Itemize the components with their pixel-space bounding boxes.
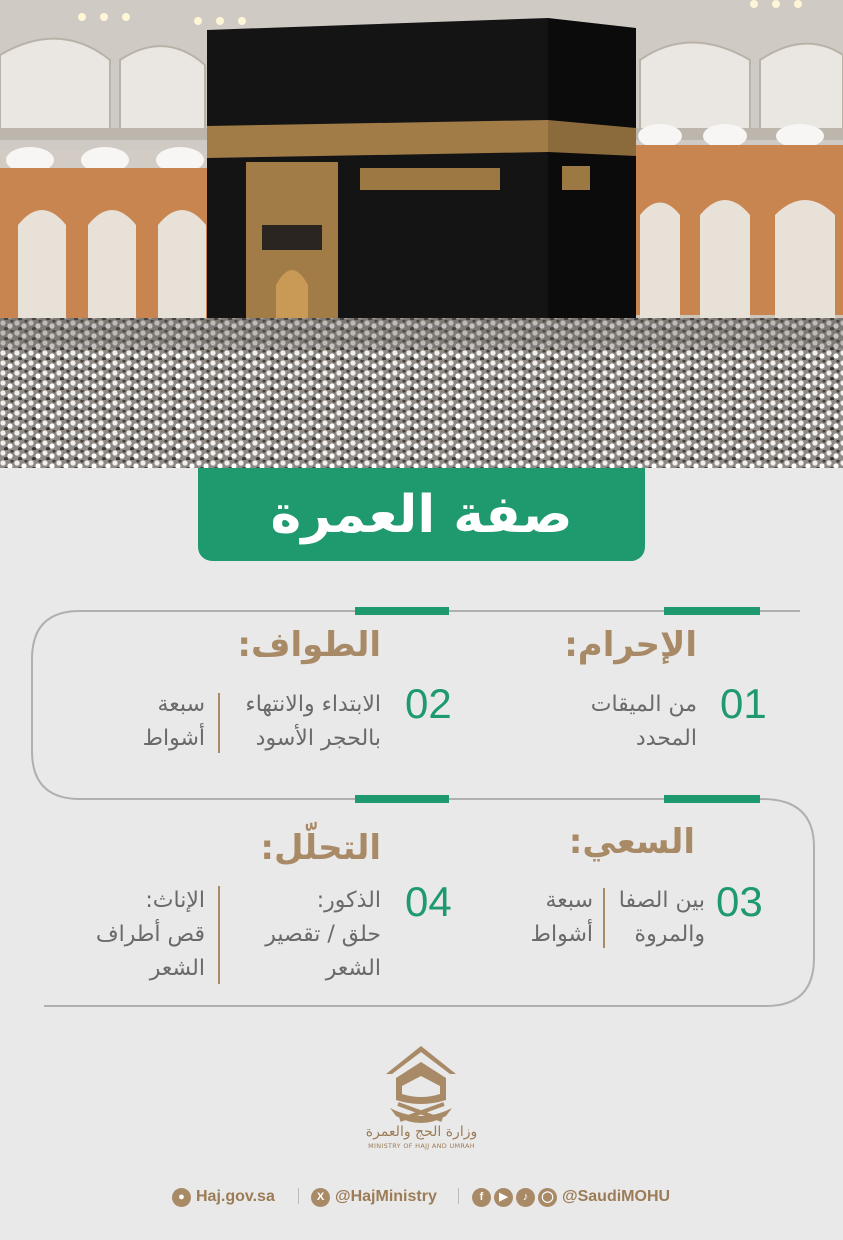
logo-name-arabic: وزارة الحج والعمرة <box>365 1124 478 1140</box>
globe-icon: ● <box>172 1188 191 1207</box>
step-04-text-left: الذكور: حلق / تقصير الشعر <box>265 888 381 981</box>
page-title: صفة العمرة <box>270 484 573 545</box>
footer-separator <box>458 1188 459 1204</box>
accent-bar <box>664 607 760 615</box>
x-icon: X <box>311 1188 330 1207</box>
tiktok-icon[interactable]: ♪ <box>516 1188 535 1207</box>
step-02-text-right: سبعة أشواط <box>142 692 205 751</box>
divider <box>218 886 220 984</box>
instagram-icon[interactable]: ◯ <box>538 1188 557 1207</box>
footer-social-handle[interactable]: f ▶ ♪ ◯ @SaudiMOHU <box>472 1182 670 1212</box>
youtube-icon[interactable]: ▶ <box>494 1188 513 1207</box>
step-01-text: من الميقات المحدد <box>590 692 697 751</box>
divider <box>218 693 220 753</box>
accent-bar <box>664 795 760 803</box>
accent-bar <box>355 607 449 615</box>
step-01-heading: الإحرام: <box>564 625 697 665</box>
step-03-text-left: بين الصفا والمروة <box>618 888 705 947</box>
footer-separator <box>298 1188 299 1204</box>
step-02-text-left: الابتداء والانتهاء بالحجر الأسود <box>245 692 381 751</box>
step-03-text-right: سبعة أشواط <box>530 888 593 947</box>
facebook-icon[interactable]: f <box>472 1188 491 1207</box>
step-02-number: 02 <box>405 680 452 727</box>
step-01-number: 01 <box>720 680 767 727</box>
step-04-heading: التحلّل: <box>260 828 381 868</box>
step-02-heading: الطواف: <box>237 625 381 665</box>
step-03-number: 03 <box>716 878 763 925</box>
footer-x-handle[interactable]: X @HajMinistry <box>311 1182 437 1212</box>
accent-bar <box>355 795 449 803</box>
step-03-heading: السعي: <box>568 822 695 862</box>
step-04-number: 04 <box>405 878 452 925</box>
divider <box>603 888 605 948</box>
footer-website[interactable]: ● Haj.gov.sa <box>172 1182 275 1212</box>
step-04-text-right: الإناث: قص أطراف الشعر <box>95 888 205 981</box>
logo-name-english: MINISTRY OF HAJJ AND UMRAH <box>368 1142 475 1150</box>
